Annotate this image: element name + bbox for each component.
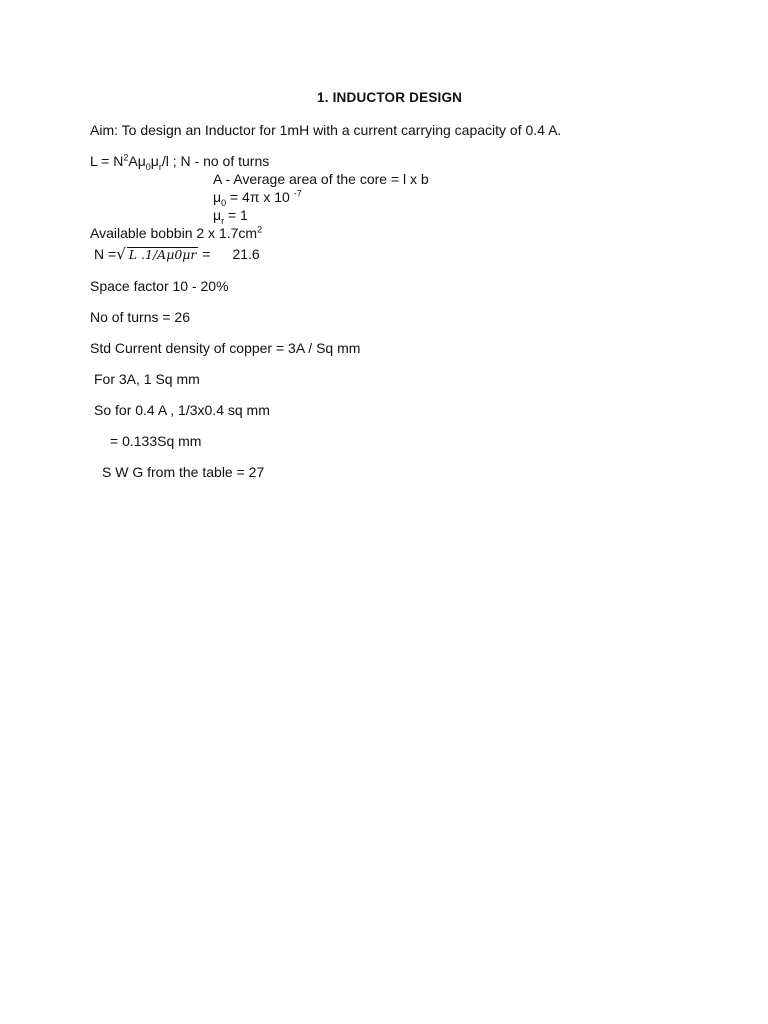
swg-result: S W G from the table = 27	[102, 464, 265, 480]
radicand: L .1/Aμ0μr	[128, 247, 197, 262]
for-04a-line: So for 0.4 A , 1/3x0.4 sq mm	[94, 402, 270, 418]
page-title: 1. INDUCTOR DESIGN	[317, 90, 463, 105]
turns-calculation	[94, 245, 260, 263]
mu0-subscript: 0	[221, 197, 227, 208]
mur-value: = 1	[224, 207, 248, 223]
area-definition: A - Average area of the core = l x b	[213, 171, 429, 187]
mu0-symbol: μ	[213, 189, 222, 205]
mu0-exponent: -7	[293, 188, 302, 199]
formula-rest: /l ; N - no of turns	[161, 153, 270, 169]
area-result: = 0.133Sq mm	[110, 433, 202, 449]
n-calc-equals: =	[198, 246, 211, 262]
radical-sign: √	[116, 245, 126, 263]
current-density: Std Current density of copper = 3A / Sq mm	[90, 340, 361, 356]
mur-symbol: μ	[213, 207, 222, 223]
inductance-formula	[90, 152, 269, 170]
n-calc-lhs: N =	[94, 246, 117, 262]
formula-mu: μ	[150, 153, 159, 169]
mu0-definition	[213, 188, 302, 206]
mu0-value: = 4π x 10	[226, 189, 294, 205]
formula-lhs: L = N	[90, 153, 124, 169]
formula-a-mu: Aμ	[128, 153, 146, 169]
bobbin-text: Available bobbin 2 x 1.7cm	[90, 225, 258, 241]
formula-mu0-subscript: 0	[145, 161, 151, 172]
mur-subscript: r	[221, 215, 225, 226]
aim-text: Aim: To design an Inductor for 1mH with a current carrying capacity of 0.4 A.	[90, 122, 562, 138]
bobbin-line	[90, 224, 262, 242]
space-factor: Space factor 10 - 20%	[90, 278, 229, 294]
formula-mur-subscript: r	[158, 161, 162, 172]
number-of-turns: No of turns = 26	[90, 309, 191, 325]
n-calc-value: 21.6	[232, 246, 260, 262]
formula-n-exponent: 2	[123, 152, 129, 163]
mur-definition	[213, 206, 248, 224]
square-root	[116, 245, 198, 263]
for-3a-line: For 3A, 1 Sq mm	[94, 371, 200, 387]
bobbin-exponent: 2	[257, 224, 263, 235]
